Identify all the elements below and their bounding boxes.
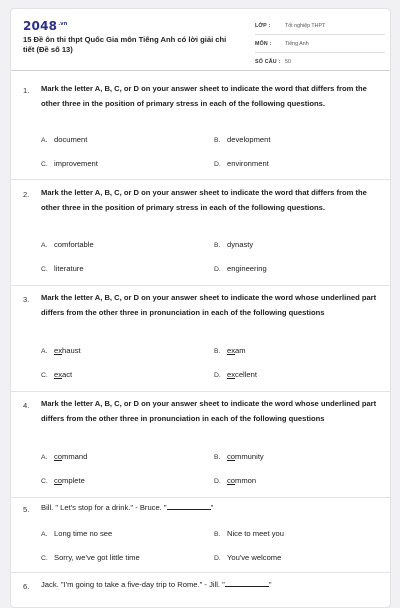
option-c[interactable]: [41, 553, 140, 562]
question-text-after: ": [268, 580, 272, 589]
exam-page: [10, 8, 391, 608]
option-text: literature: [54, 264, 84, 273]
option-d[interactable]: [214, 553, 281, 562]
question-text: Mark the letter A, B, C, or D on your answer sheet to indicate the word that differs from the other three in the position of primary stress in each of the following questions.: [41, 84, 367, 108]
option-letter: C.: [41, 478, 48, 485]
option-underlined-part: co: [54, 452, 63, 461]
option-text: mmunity: [235, 452, 264, 461]
option-text: development: [227, 135, 271, 144]
answer-blank: [225, 580, 269, 587]
option-text: cellent: [235, 370, 257, 379]
option-letter: D.: [214, 161, 221, 168]
page-header: [11, 9, 391, 71]
option-letter: D.: [214, 266, 221, 273]
option-letter: B.: [214, 454, 221, 461]
question-text: Mark the letter A, B, C, or D on your answer sheet to indicate the word whose underlined part differs from the other three in pronunciation in each of the following questions: [41, 293, 377, 317]
meta-class-row: [255, 17, 385, 35]
option-b[interactable]: [214, 135, 270, 144]
option-d[interactable]: [214, 264, 267, 273]
option-c[interactable]: [41, 476, 85, 485]
option-letter: D.: [214, 478, 221, 485]
option-text: mmand: [62, 452, 88, 461]
option-b[interactable]: [214, 452, 264, 461]
option-d[interactable]: [214, 159, 269, 168]
question-divider: [11, 391, 391, 392]
option-letter: D.: [214, 555, 221, 562]
question-text: Mark the letter A, B, C, or D on your answer sheet to indicate the word that differs from the other three in the position of primary stress in each of the following questions.: [41, 188, 367, 212]
question-divider: [11, 497, 391, 498]
option-text: improvement: [54, 159, 98, 168]
meta-count-label: SỐ CÂU :: [255, 59, 281, 65]
question-number: 3.: [23, 295, 30, 304]
question-text-before: Jack. "I'm going to take a five-day trip to Rome." - Jill. ": [41, 580, 225, 589]
option-underlined-part: ex: [227, 370, 236, 379]
option-underlined-part: co: [54, 476, 63, 485]
option-letter: B.: [214, 348, 221, 355]
logo-suffix: .vn: [58, 21, 68, 27]
question-text-after: ": [210, 503, 214, 512]
option-underlined-part: ex: [54, 346, 63, 355]
option-text: environment: [227, 159, 269, 168]
option-c[interactable]: [41, 159, 98, 168]
option-underlined-part: ex: [227, 346, 236, 355]
question-number: 1.: [23, 86, 30, 95]
option-letter: A.: [41, 242, 48, 249]
option-letter: B.: [214, 242, 221, 249]
option-text: dynasty: [227, 240, 254, 249]
answer-blank: [167, 503, 211, 510]
site-logo[interactable]: [23, 19, 68, 33]
option-a[interactable]: [41, 135, 87, 144]
option-a[interactable]: [41, 529, 112, 538]
option-text: Nice to meet you: [227, 529, 284, 538]
option-a[interactable]: [41, 452, 87, 461]
meta-subject-value: Tiếng Anh: [285, 41, 309, 47]
option-underlined-part: ex: [54, 370, 63, 379]
question-text-before: Bill. " Let's stop for a drink." - Bruce. ": [41, 503, 167, 512]
option-underlined-part: co: [227, 476, 236, 485]
option-text: document: [54, 135, 88, 144]
option-text: comfortable: [54, 240, 94, 249]
option-d[interactable]: [214, 370, 257, 379]
option-letter: C.: [41, 372, 48, 379]
option-letter: B.: [214, 531, 221, 538]
logo-text: 2048: [23, 19, 58, 33]
meta-count-value: 50: [285, 59, 291, 65]
option-text: am: [235, 346, 246, 355]
option-letter: A.: [41, 137, 48, 144]
question-number: 4.: [23, 401, 30, 410]
question-number: 6.: [23, 582, 30, 591]
option-a[interactable]: [41, 346, 81, 355]
question-number: 5.: [23, 505, 30, 514]
option-c[interactable]: [41, 370, 72, 379]
option-c[interactable]: [41, 264, 84, 273]
question-divider: [11, 572, 391, 573]
option-letter: C.: [41, 555, 48, 562]
meta-subject-row: [255, 35, 385, 53]
option-text: Sorry, we've got little time: [54, 553, 140, 562]
question-number: 2.: [23, 190, 30, 199]
option-a[interactable]: [41, 240, 94, 249]
option-text: Long time no see: [54, 529, 113, 538]
option-letter: A.: [41, 348, 48, 355]
option-letter: C.: [41, 161, 48, 168]
option-letter: A.: [41, 454, 48, 461]
option-text: mplete: [62, 476, 85, 485]
option-b[interactable]: [214, 346, 246, 355]
option-text: You've welcome: [227, 553, 282, 562]
meta-subject-label: MÔN :: [255, 41, 272, 47]
option-d[interactable]: [214, 476, 256, 485]
option-text: mmon: [235, 476, 257, 485]
option-b[interactable]: [214, 240, 253, 249]
document-title: 15 Đề ôn thi thpt Quốc Gia môn Tiếng Anh có lời giải chi tiết (Đề số 13): [23, 35, 227, 54]
question-text: [41, 501, 383, 516]
option-letter: D.: [214, 372, 221, 379]
option-underlined-part: co: [227, 452, 236, 461]
option-text: haust: [62, 346, 81, 355]
option-text: act: [62, 370, 73, 379]
meta-class-label: LỚP :: [255, 23, 271, 29]
option-letter: A.: [41, 531, 48, 538]
option-letter: B.: [214, 137, 221, 144]
question-divider: [11, 179, 391, 180]
question-divider: [11, 285, 391, 286]
option-letter: C.: [41, 266, 48, 273]
question-text: Mark the letter A, B, C, or D on your answer sheet to indicate the word whose underlined part differs from the other three in pronunciation in each of the following questions: [41, 399, 377, 423]
meta-count-row: [255, 53, 385, 71]
option-b[interactable]: [214, 529, 284, 538]
option-text: engineering: [227, 264, 267, 273]
meta-class-value: Tốt nghiệp THPT: [285, 23, 326, 29]
question-text: [41, 578, 383, 593]
